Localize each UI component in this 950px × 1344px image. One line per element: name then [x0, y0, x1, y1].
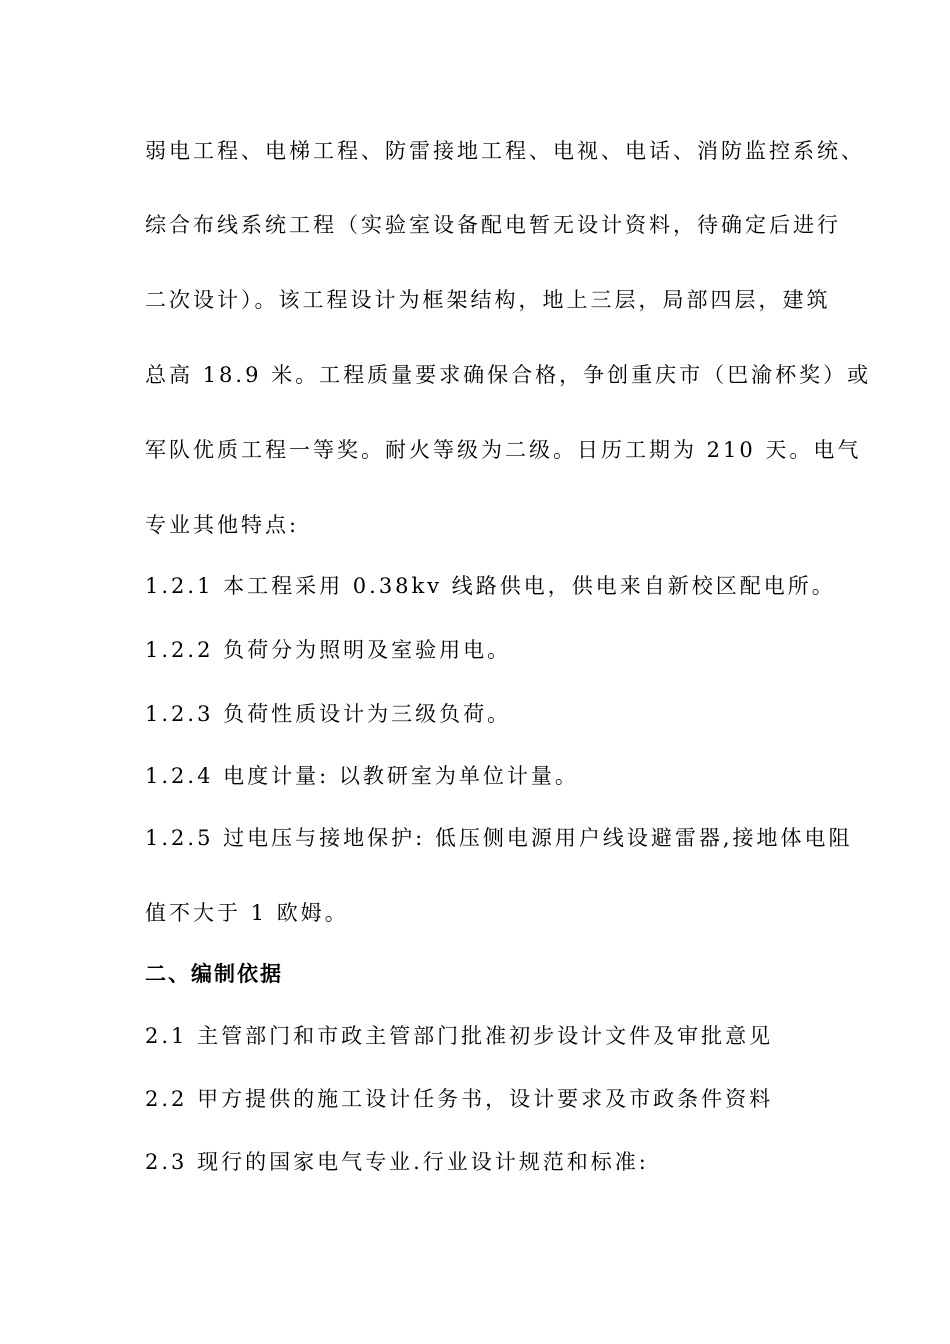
- list-item-1-2-3: 1.2.3 负荷性质设计为三级负荷。: [145, 702, 512, 726]
- body-text-line: 二次设计）。该工程设计为框架结构，地上三层，局部四层，建筑: [145, 288, 831, 312]
- list-item-1-2-2: 1.2.2 负荷分为照明及室验用电。: [145, 638, 512, 662]
- body-text-line: 专业其他特点:: [145, 513, 300, 537]
- list-item-1-2-5: 1.2.5 过电压与接地保护: 低压侧电源用户线设避雷器,接地体电阻: [145, 826, 853, 850]
- list-item-2-2: 2.2 甲方提供的施工设计任务书，设计要求及市政条件资料: [145, 1087, 774, 1111]
- list-item-2-3: 2.3 现行的国家电气专业.行业设计规范和标准:: [145, 1150, 649, 1174]
- body-text-line: 值不大于 1 欧姆。: [145, 901, 349, 925]
- section-heading: 二、编制依据: [145, 961, 283, 986]
- body-text-line: 军队优质工程一等奖。耐火等级为二级。日历工期为 210 天。电气: [145, 438, 862, 462]
- body-text-line: 弱电工程、电梯工程、防雷接地工程、电视、电话、消防监控系统、: [145, 139, 865, 163]
- list-item-1-2-4: 1.2.4 电度计量: 以教研室为单位计量。: [145, 764, 579, 788]
- list-item-2-1: 2.1 主管部门和市政主管部门批准初步设计文件及审批意见: [145, 1024, 774, 1048]
- body-text-line: 综合布线系统工程（实验室设备配电暂无设计资料，待确定后进行: [145, 213, 841, 237]
- list-item-1-2-1: 1.2.1 本工程采用 0.38kv 线路供电，供电来自新校区配电所。: [145, 574, 836, 598]
- body-text-line: 总高 18.9 米。工程质量要求确保合格，争创重庆市（巴渝杯奖）或: [145, 363, 872, 387]
